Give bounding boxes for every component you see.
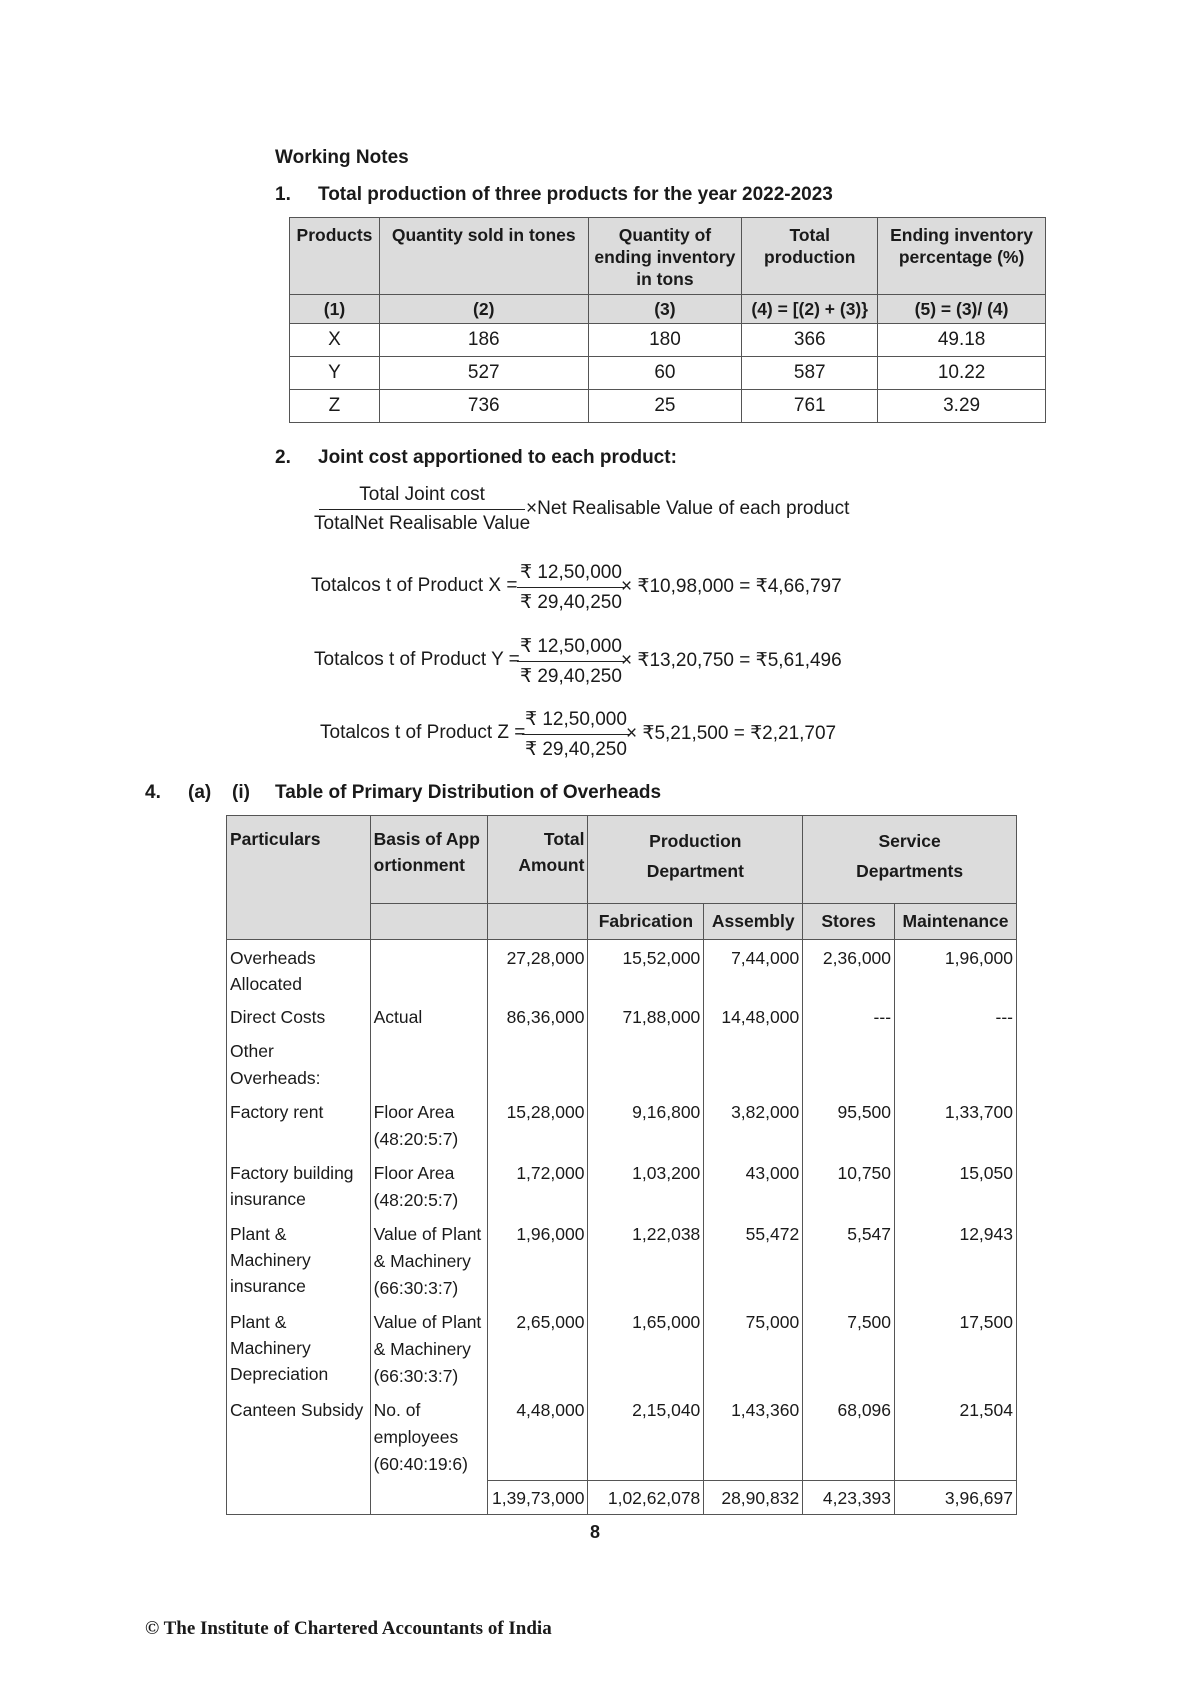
table-row: [227, 1033, 1017, 1094]
row-basis: Floor Area (48:20:5:7): [370, 1155, 488, 1216]
formula-denominator: TotalNet Realisable Value: [314, 513, 531, 534]
row-basis: Floor Area (48:20:5:7): [370, 1094, 488, 1155]
row-stores: 95,500: [803, 1094, 895, 1155]
row-fabrication: 15,52,000: [588, 940, 704, 1000]
table-cell: Y: [290, 357, 380, 390]
table-row: [227, 1304, 1017, 1392]
totals-stores: 4,23,393: [803, 1480, 895, 1514]
row-total: 1,72,000: [488, 1155, 588, 1216]
note2-title: Joint cost apportioned to each product:: [318, 447, 677, 468]
calc-x-numerator: ₹ 12,50,000: [517, 561, 625, 588]
calc-z-fraction: [522, 708, 630, 761]
row-maintenance: 12,943: [895, 1216, 1017, 1304]
table-cell: 366: [742, 324, 878, 357]
row-particulars: Factory building insurance: [227, 1155, 371, 1216]
header-inventory-percentage: Ending inventory percentage (%): [878, 218, 1046, 295]
header-products: Products: [290, 218, 380, 295]
totals-row: [227, 1480, 1017, 1514]
totals-assembly: 28,90,832: [704, 1480, 803, 1514]
table-cell: 25: [588, 390, 742, 423]
row-total: 4,48,000: [488, 1392, 588, 1480]
question-number: 4.: [145, 782, 161, 803]
row-maintenance: ---: [895, 999, 1017, 1033]
table-row: [227, 1216, 1017, 1304]
production-table-index-row: [290, 295, 1046, 324]
row-particulars: Factory rent: [227, 1094, 371, 1155]
row-stores: ---: [803, 999, 895, 1033]
row-particulars: Direct Costs: [227, 999, 371, 1033]
row-maintenance: 15,050: [895, 1155, 1017, 1216]
row-maintenance: 1,96,000: [895, 940, 1017, 1000]
row-total: 2,65,000: [488, 1304, 588, 1392]
row-stores: 7,500: [803, 1304, 895, 1392]
row-assembly: [704, 1033, 803, 1094]
header-service-departments: Service Departments: [803, 816, 1017, 904]
table-cell: X: [290, 324, 380, 357]
calc-x-result: × ₹10,98,000 = ₹4,66,797: [621, 576, 842, 597]
row-fabrication: 1,65,000: [588, 1304, 704, 1392]
row-assembly: 7,44,000: [704, 940, 803, 1000]
header-basis: Basis of Apportionment: [370, 816, 488, 904]
row-particulars: Overheads Allocated: [227, 940, 371, 1000]
row-basis: Actual: [370, 999, 488, 1033]
general-formula-fraction: [314, 484, 530, 535]
header-particulars: Particulars: [227, 816, 371, 940]
table-row: [227, 1392, 1017, 1480]
index-cell: (3): [588, 295, 742, 324]
row-stores: 10,750: [803, 1155, 895, 1216]
table-row: [290, 357, 1046, 390]
note1-title: Total production of three products for the year 2022-2023: [318, 184, 833, 205]
row-total: 86,36,000: [488, 999, 588, 1033]
table-cell: 49.18: [878, 324, 1046, 357]
row-basis: Value of Plant & Machinery (66:30:3:7): [370, 1304, 488, 1392]
calc-z-denominator: ₹ 29,40,250: [525, 739, 627, 760]
totals-maintenance: 3,96,697: [895, 1480, 1017, 1514]
row-basis: [370, 1033, 488, 1094]
header-quantity-sold: Quantity sold in tones: [379, 218, 588, 295]
row-maintenance: 17,500: [895, 1304, 1017, 1392]
row-particulars: Other Overheads:: [227, 1033, 371, 1094]
table-cell: 761: [742, 390, 878, 423]
footer-copyright: © The Institute of Chartered Accountants of India: [145, 1618, 552, 1639]
header-total-blank: [488, 904, 588, 940]
table-cell: 736: [379, 390, 588, 423]
row-fabrication: 71,88,000: [588, 999, 704, 1033]
totals-blank: [370, 1480, 488, 1514]
header-stores: Stores: [803, 904, 895, 940]
note1-number: 1.: [275, 184, 291, 205]
page-number: 8: [590, 1522, 601, 1542]
table-cell: 527: [379, 357, 588, 390]
totals-fabrication: 1,02,62,078: [588, 1480, 704, 1514]
row-particulars: Canteen Subsidy: [227, 1392, 371, 1480]
overheads-distribution-table: [226, 815, 1017, 1515]
row-assembly: 1,43,360: [704, 1392, 803, 1480]
header-assembly: Assembly: [704, 904, 803, 940]
row-stores: 5,547: [803, 1216, 895, 1304]
row-total: 27,28,000: [488, 940, 588, 1000]
header-production-department: Production Department: [588, 816, 803, 904]
note2-number: 2.: [275, 447, 291, 468]
row-assembly: 55,472: [704, 1216, 803, 1304]
row-assembly: 75,000: [704, 1304, 803, 1392]
row-particulars: Plant & Machinery Depreciation: [227, 1304, 371, 1392]
row-fabrication: 1,22,038: [588, 1216, 704, 1304]
overheads-table-title: Table of Primary Distribution of Overheads: [275, 782, 662, 803]
row-fabrication: 2,15,040: [588, 1392, 704, 1480]
index-cell: (5) = (3)/ (4): [878, 295, 1046, 324]
row-fabrication: 9,16,800: [588, 1094, 704, 1155]
calc-y-label: Totalcos t of Product Y =: [314, 649, 520, 670]
header-maintenance: Maintenance: [895, 904, 1017, 940]
production-table: [289, 217, 1046, 423]
working-notes-title: Working Notes: [275, 147, 409, 168]
row-assembly: 3,82,000: [704, 1094, 803, 1155]
row-total: 15,28,000: [488, 1094, 588, 1155]
formula-multiplier: ×Net Realisable Value of each product: [526, 498, 850, 519]
calc-x-denominator: ₹ 29,40,250: [520, 592, 622, 613]
calc-y-denominator: ₹ 29,40,250: [520, 666, 622, 687]
table-cell: 587: [742, 357, 878, 390]
row-particulars: Plant & Machinery insurance: [227, 1216, 371, 1304]
calc-z-numerator: ₹ 12,50,000: [522, 708, 630, 735]
table-row: [227, 1155, 1017, 1216]
header-ending-inventory: Quantity of ending inventory in tons: [588, 218, 742, 295]
calc-y-result: × ₹13,20,750 = ₹5,61,496: [621, 650, 842, 671]
row-fabrication: 1,03,200: [588, 1155, 704, 1216]
table-row: [290, 324, 1046, 357]
question-part: (a): [188, 782, 212, 803]
totals-total: 1,39,73,000: [488, 1480, 588, 1514]
table-cell: 3.29: [878, 390, 1046, 423]
table-cell: 180: [588, 324, 742, 357]
row-basis: Value of Plant & Machinery (66:30:3:7): [370, 1216, 488, 1304]
row-maintenance: 21,504: [895, 1392, 1017, 1480]
calc-x-label: Totalcos t of Product X =: [311, 575, 518, 596]
header-total-production: Total production: [742, 218, 878, 295]
table-row: [227, 940, 1017, 1000]
calc-z-result: × ₹5,21,500 = ₹2,21,707: [626, 723, 837, 744]
row-basis: No. of employees (60:40:19:6): [370, 1392, 488, 1480]
row-total: 1,96,000: [488, 1216, 588, 1304]
row-basis: [370, 940, 488, 1000]
row-assembly: 14,48,000: [704, 999, 803, 1033]
row-maintenance: [895, 1033, 1017, 1094]
table-cell: 60: [588, 357, 742, 390]
row-fabrication: [588, 1033, 704, 1094]
calc-y-numerator: ₹ 12,50,000: [517, 635, 625, 662]
row-assembly: 43,000: [704, 1155, 803, 1216]
header-basis-blank: [370, 904, 488, 940]
table-row: [227, 1094, 1017, 1155]
overheads-header-row: [227, 816, 1017, 904]
calc-y-fraction: [517, 635, 625, 688]
table-cell: 10.22: [878, 357, 1046, 390]
table-row: [290, 390, 1046, 423]
row-maintenance: 1,33,700: [895, 1094, 1017, 1155]
totals-blank: [227, 1480, 371, 1514]
row-stores: 2,36,000: [803, 940, 895, 1000]
index-cell: (2): [379, 295, 588, 324]
table-row: [227, 999, 1017, 1033]
index-cell: (4) = [(2) + (3)}: [742, 295, 878, 324]
index-cell: (1): [290, 295, 380, 324]
row-stores: [803, 1033, 895, 1094]
row-total: [488, 1033, 588, 1094]
row-stores: 68,096: [803, 1392, 895, 1480]
calc-x-fraction: [517, 561, 625, 614]
calc-z-label: Totalcos t of Product Z =: [320, 722, 526, 743]
table-cell: Z: [290, 390, 380, 423]
production-table-header: [290, 218, 1046, 295]
header-fabrication: Fabrication: [588, 904, 704, 940]
formula-numerator: Total Joint cost: [319, 484, 525, 510]
table-cell: 186: [379, 324, 588, 357]
header-total-amount: Total Amount: [488, 816, 588, 904]
question-subpart: (i): [232, 782, 250, 803]
